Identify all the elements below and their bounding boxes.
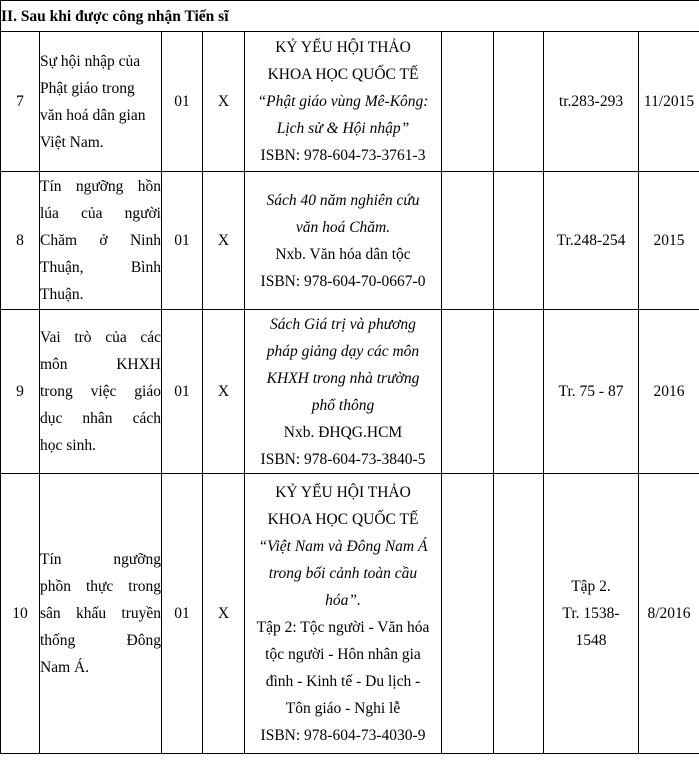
source-line: Nxb. ĐHQG.HCM [283, 423, 403, 441]
empty-cell [494, 310, 544, 474]
empty-cell [442, 310, 494, 474]
title-line: sân khấu truyền [40, 605, 161, 622]
source-line: Nxb. Văn hóa dân tộc [275, 245, 411, 263]
table-row [1, 474, 699, 754]
publication-source [245, 310, 442, 474]
pages-cell [544, 32, 639, 172]
source-line: “Việt Nam và Đông Nam Á [258, 537, 428, 555]
title-line: dục nhân cách [40, 410, 161, 427]
publication-source [245, 172, 442, 310]
publication-year: 11/2015 [639, 32, 699, 172]
title-line: Phật giáo trong [40, 79, 135, 97]
pages-line: tr.283-293 [558, 93, 624, 110]
publication-title [40, 474, 162, 754]
source-line: KHOA HỌC QUỐC TẾ [267, 510, 419, 528]
section-header-row [1, 1, 699, 32]
pages-line: Tr. 1538- [562, 605, 620, 622]
empty-cell [494, 32, 544, 172]
title-line: Sự hội nhập của [40, 52, 141, 70]
source-line: Sách 40 năm nghiên cứu [266, 191, 420, 209]
source-line: văn hoá Chăm. [295, 218, 391, 236]
section-title: II. Sau khi được công nhận Tiến sĩ [1, 1, 699, 32]
source-line: KỶ YẾU HỘI THẢO [275, 483, 411, 501]
publication-year: 2016 [639, 310, 699, 474]
publication-year: 8/2016 [639, 474, 699, 754]
source-line: ISBN: 978-604-73-4030-9 [260, 726, 426, 744]
title-line: Tín ngưỡng [40, 551, 161, 568]
table-row [1, 310, 699, 474]
table-row [1, 172, 699, 310]
title-line: môn KHXH [40, 356, 161, 373]
author-count: 01 [162, 172, 203, 310]
source-line: đình - Kinh tế - Du lịch - [265, 672, 421, 690]
source-line: ISBN: 978-604-70-0667-0 [260, 272, 426, 290]
publication-source [245, 32, 442, 172]
title-line: Thuận, Bình [40, 259, 161, 276]
source-line: KHXH trong nhà trường [266, 369, 420, 387]
source-line: pháp giảng dạy các môn [266, 342, 420, 360]
publication-year: 2015 [639, 172, 699, 310]
source-line: Tập 2: Tộc người - Văn hóa [256, 618, 430, 636]
source-line: KHOA HỌC QUỐC TẾ [267, 66, 419, 83]
title-line: văn hoá dân gian [40, 106, 146, 124]
publication-title [40, 172, 162, 310]
empty-cell [442, 474, 494, 754]
source-line: trong bối cảnh toàn cầu [268, 564, 418, 582]
author-count: 01 [162, 32, 203, 172]
pages-line: Tập 2. [571, 578, 611, 595]
author-count: 01 [162, 310, 203, 474]
title-line: thống Đông [40, 632, 161, 649]
source-line: hóa”. [325, 591, 361, 609]
source-line: tộc người - Hôn nhân gia [265, 645, 421, 663]
title-line: Thuận. [40, 286, 84, 303]
empty-cell [442, 32, 494, 172]
pages-line: Tr. 75 - 87 [558, 383, 624, 400]
main-author-mark: X [203, 474, 245, 754]
title-line: học sinh. [40, 437, 96, 454]
pages-line: 1548 [575, 632, 607, 649]
publication-title [40, 32, 162, 172]
row-number: 7 [1, 32, 40, 172]
title-line: Chăm ở Ninh [40, 232, 161, 249]
empty-cell [494, 474, 544, 754]
source-line: Tôn giáo - Nghi lễ [285, 699, 401, 717]
main-author-mark: X [203, 310, 245, 474]
row-number: 9 [1, 310, 40, 474]
row-number: 10 [1, 474, 40, 754]
title-line: Việt Nam. [40, 133, 104, 151]
row-number: 8 [1, 172, 40, 310]
empty-cell [442, 172, 494, 310]
pages-cell [544, 474, 639, 754]
empty-cell [494, 172, 544, 310]
source-line: Lịch sử & Hội nhập” [276, 120, 410, 137]
source-line: ISBN: 978-604-73-3840-5 [260, 450, 426, 468]
pages-line: Tr.248-254 [556, 232, 626, 249]
publication-title [40, 310, 162, 474]
title-line: trong việc giáo [40, 383, 161, 400]
source-line: Sách Giá trị và phương [270, 315, 416, 333]
main-author-mark: X [203, 172, 245, 310]
main-author-mark: X [203, 32, 245, 172]
source-line: KỶ YẾU HỘI THẢO [275, 39, 411, 56]
title-line: phồn thực trong [40, 578, 161, 595]
pages-cell [544, 172, 639, 310]
title-line: lúa của người [40, 205, 161, 222]
publication-source [245, 474, 442, 754]
source-line: ISBN: 978-604-73-3761-3 [260, 147, 426, 164]
title-line: Vai trò của các [40, 329, 161, 346]
source-line: “Phật giáo vùng Mê-Kông: [257, 93, 429, 110]
pages-cell [544, 310, 639, 474]
source-line: phổ thông [311, 396, 375, 414]
author-count: 01 [162, 474, 203, 754]
title-line: Tín ngưỡng hồn [40, 178, 161, 195]
table-row [1, 32, 699, 172]
title-line: Nam Á. [40, 659, 90, 676]
